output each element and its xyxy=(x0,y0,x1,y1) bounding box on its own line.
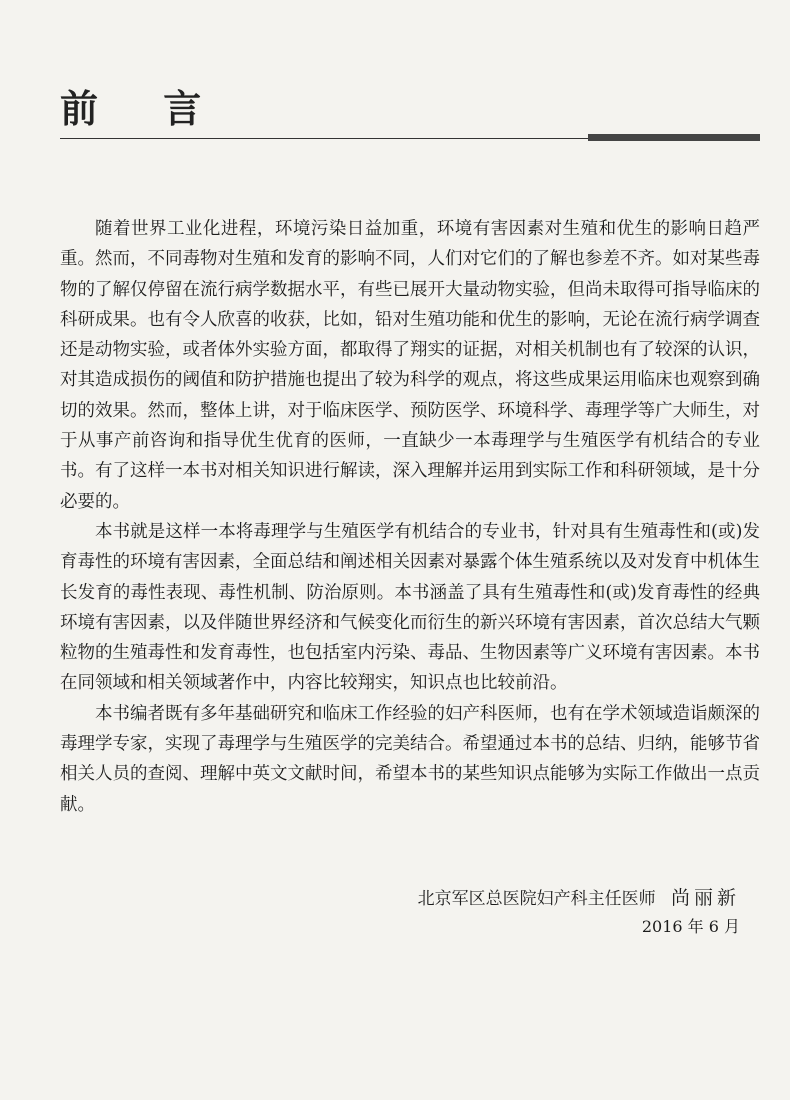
page-title: 前 言 xyxy=(60,87,228,131)
signature-name: 尚丽新 xyxy=(670,887,740,909)
signature-affiliation: 北京军区总医院妇产科主任医师 xyxy=(417,889,656,909)
title-rule-accent xyxy=(588,134,760,141)
signature-date: 2016 年 6 月 xyxy=(641,917,740,936)
preface-body xyxy=(60,214,760,820)
paragraph-1: 随着世界工业化进程，环境污染日益加重，环境有害因素对生殖和优生的影响日趋严重。然而，不同毒物对生殖和发育的影响不同，人们对它们的了解也参差不齐。如对某些毒物的了解仅停留在流行病学数据水平，有些已展开大量动物实验，但尚未取得可指导临床的科研成果。也有令人欣喜的收获，比如，铅对生殖功能和优生的影响，无论在流行病学调查还是动物实验，或者体外实验方面，都取得了翔实的证据，对相关机制也有了较深的认识，对其造成损伤的阈值和防护措施也提出了较为科学的观点，将这些成果运用临床也观察到确切的效果。然而，整体上讲，对于临床医学、预防医学、环境科学、毒理学等广大师生，对于从事产前咨询和指导优生优育的医师，一直缺少一本毒理学与生殖医学有机结合的专业书。有了这样一本书对相关知识进行解读，深入理解并运用到实际工作和科研领域，是十分必要的。 xyxy=(60,219,760,512)
paragraph-2: 本书就是这样一本将毒理学与生殖医学有机结合的专业书，针对具有生殖毒性和(或)发育毒性的环境有害因素，全面总结和阐述相关因素对暴露个体生殖系统以及对发育中机体生长发育的毒性表现、毒性机制、防治原则。本书涵盖了具有生殖毒性和(或)发育毒性的经典环境有害因素，以及伴随世界经济和气候变化而衍生的新兴环境有害因素，首次总结大气颗粒物的生殖毒性和发育毒性，也包括室内污染、毒品、生物因素等广义环境有害因素。本书在同领域和相关领域著作中，内容比较翔实，知识点也比较前沿。 xyxy=(60,521,760,694)
paragraph-3: 本书编者既有多年基础研究和临床工作经验的妇产科医师，也有在学术领域造诣颇深的毒理学专家，实现了毒理学与生殖医学的完美结合。希望通过本书的总结、归纳，能够节省相关人员的查阅、理解中英文文献时间，希望本书的某些知识点能够为实际工作做出一点贡献。 xyxy=(60,703,760,815)
signature-line xyxy=(418,883,740,910)
